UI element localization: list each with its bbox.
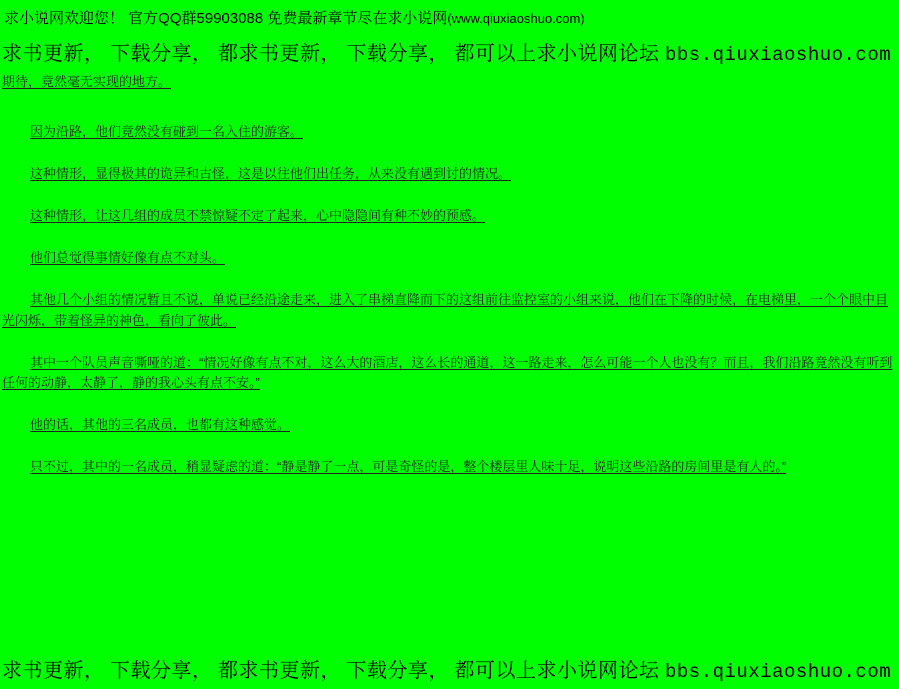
paragraph: 他们总觉得事情好像有点不对头。 bbox=[30, 250, 226, 266]
paragraph: 只不过，其中的一名成员，稍显疑虑的道：“静是静了一点，可是奇怪的是，整个楼层里人味十足，说明这些沿路的房间里是有人的。” bbox=[30, 459, 787, 475]
paragraph: 其中一个队员声音嘶哑的道：“情况好像有点不对，这么大的酒店，这么长的通道，这一路走来，怎么可能一个人也没有？而且，我们沿路竟然没有听到任何的动静，太静了，静的我心头有点不安。” bbox=[2, 354, 893, 390]
paragraph: 因为沿路，他们竟然没有碰到一名入住的游客。 bbox=[30, 123, 304, 139]
paragraph: 他的话，其他的三名成员，也都有这种感觉。 bbox=[30, 417, 291, 433]
chapter-content bbox=[0, 66, 899, 478]
paragraph: 这种情形，让这几组的成员不禁惊疑不定了起来，心中隐隐间有种不妙的预感。 bbox=[30, 208, 486, 224]
top-forum-url[interactable]: bbs.qiuxiaoshuo.com bbox=[665, 43, 892, 66]
paragraph: 期待，竟然毫无实现的地方。 bbox=[2, 73, 172, 89]
banner-site-url[interactable]: (www.qiuxiaoshuo.com) bbox=[447, 11, 585, 26]
banner-welcome-text: 求小说网欢迎您！ 官方QQ群59903088 免费最新章节尽在求小说网 bbox=[4, 10, 448, 27]
top-promo-line bbox=[0, 29, 899, 66]
bottom-promo-line bbox=[0, 654, 899, 683]
paragraph: 其他几个小组的情况暂且不说，单说已经沿途走来，进入了串梯直降而下的这组前往监控室的小组来说，他们在下降的时候，在电梯里，一个个眼中目光闪烁，带着怪异的神色，看向了彼此。 bbox=[2, 292, 889, 328]
bottom-forum-url[interactable]: bbs.qiuxiaoshuo.com bbox=[665, 661, 892, 683]
top-promo-text: 求书更新， 下载分享， 都求书更新， 下载分享， 都可以上求小说网论坛 bbox=[2, 42, 660, 65]
paragraph: 这种情形，显得极其的诡异和古怪，这是以往他们出任务，从来没有遇到讨的情况。 bbox=[30, 166, 512, 182]
bottom-promo-text: 求书更新， 下载分享， 都求书更新， 下载分享， 都可以上求小说网论坛 bbox=[2, 660, 660, 682]
site-banner bbox=[0, 0, 899, 29]
